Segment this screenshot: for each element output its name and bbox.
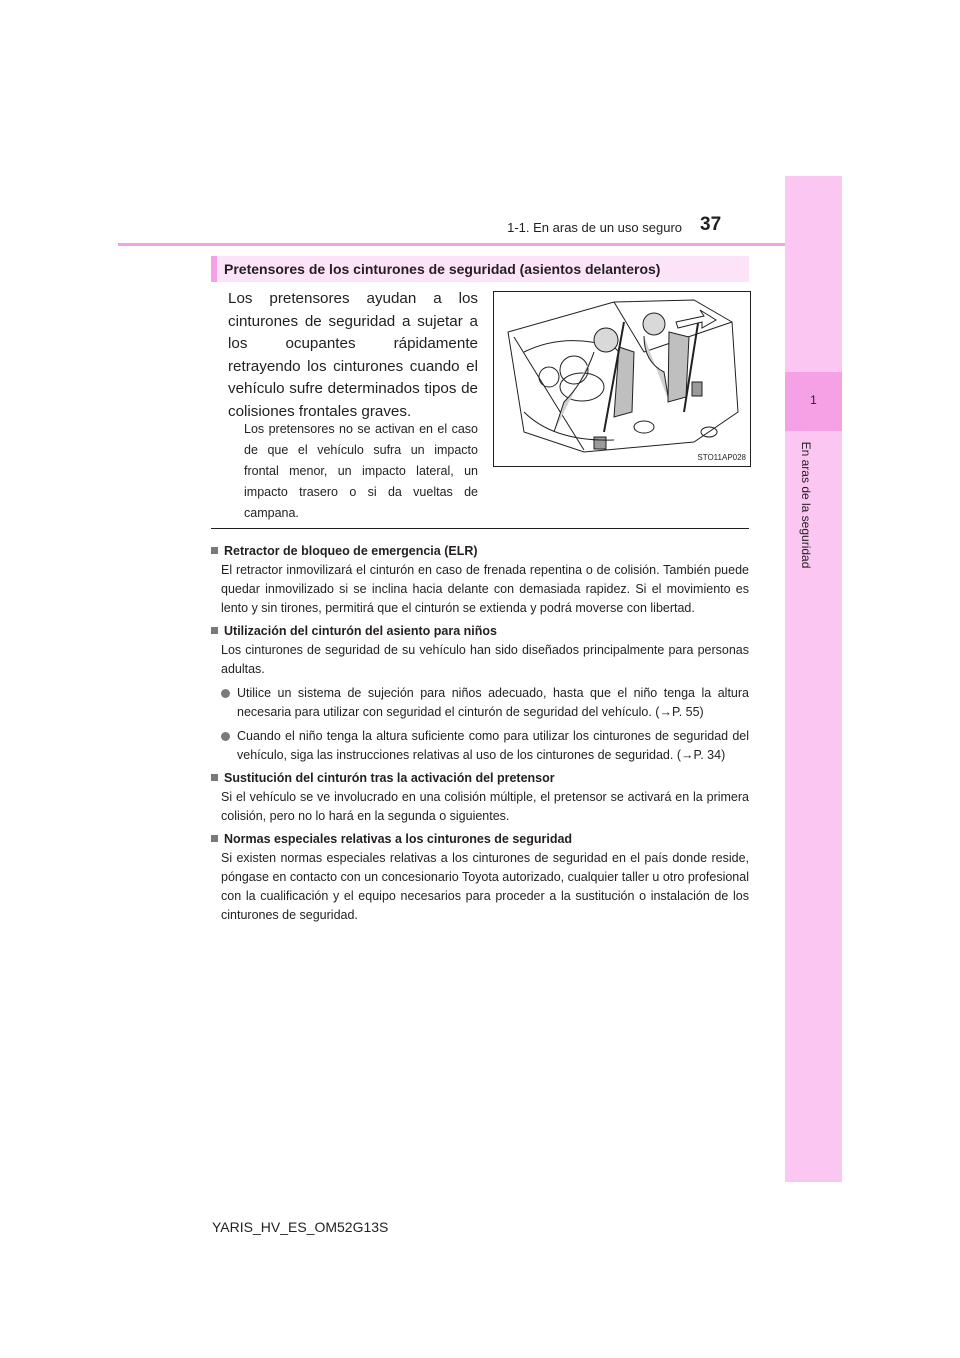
- note-title: Normas especiales relativas a los cinturones de seguridad: [224, 832, 573, 846]
- note-text: Si el vehículo se ve involucrado en una colisión múltiple, el pretensor se activará en la primera colisión, pero no lo hará en la segunda o siguientes.: [221, 790, 749, 823]
- chapter-number: 1: [810, 393, 817, 407]
- square-bullet-icon: [211, 627, 218, 634]
- square-bullet-icon: [211, 547, 218, 554]
- note-text: Los cinturones de seguridad de su vehículo han sido diseñados principalmente para personas adultas.: [221, 643, 749, 676]
- note-item: [211, 542, 749, 618]
- document-code-footer: YARIS_HV_ES_OM52G13S: [212, 1219, 389, 1235]
- note-title: Retractor de bloqueo de emergencia (ELR): [224, 544, 478, 558]
- note-text: Si existen normas especiales relativas a los cinturones de seguridad en el país donde reside, póngase en contacto con un concesionario Toyota autorizado, cualquier taller u otro profesional con la cualificación y el equipo necesarios para proceder a la sustitución o instalación de los cinturones de seguridad.: [221, 851, 749, 922]
- running-header: 1-1. En aras de un uso seguro: [507, 220, 682, 235]
- car-seatbelt-pretensioner-illustration: [494, 292, 750, 466]
- pretensioner-figure: [493, 291, 751, 467]
- header-rule: [118, 243, 785, 246]
- bullet-item: Utilice un sistema de sujeción para niños adecuado, hasta que el niño tenga la altura necesaria para utilizar con seguridad el cinturón de seguridad del vehículo. (→P. 55): [211, 684, 749, 722]
- note-text: El retractor inmovilizará el cinturón en caso de frenada repentina o de colisión. También puede quedar inmovilizado si se inclina hacia delante con demasiada rapidez. Si el movimiento es lento y sin tirones, permitirá que el cinturón se extienda y podrá moverse con libertad.: [221, 563, 749, 615]
- bullet-item: Cuando el niño tenga la altura suficiente como para utilizar los cinturones de seguridad del vehículo, siga las instrucciones relativas al uso de los cinturones de seguridad. (→P. 34): [211, 727, 749, 765]
- square-bullet-icon: [211, 774, 218, 781]
- side-chapter-band: [785, 176, 842, 1182]
- note-item: [211, 830, 749, 925]
- note-title: Sustitución del cinturón tras la activación del pretensor: [224, 771, 555, 785]
- page-number: 37: [700, 214, 722, 235]
- note-title: Utilización del cinturón del asiento para niños: [224, 624, 497, 638]
- notes-body: [211, 538, 749, 929]
- chapter-title: En aras de la seguridad: [799, 441, 813, 569]
- note-item: [211, 622, 749, 765]
- square-bullet-icon: [211, 835, 218, 842]
- intro-paragraph: Los pretensores ayudan a los cinturones de seguridad a sujetar a los ocupantes rápidamente retrayendo los cinturones cuando el vehículo sufre determinados tipos de colisiones frontales graves.: [228, 290, 478, 420]
- circle-bullet-icon: [221, 689, 230, 698]
- figure-code: STO11AP028: [697, 453, 746, 462]
- intro-note: Los pretensores no se activan en el caso de que el vehículo sufra un impacto frontal menor, un impacto lateral, un impacto trasero o si da vueltas de campana.: [244, 422, 478, 520]
- circle-bullet-icon: [221, 732, 230, 741]
- note-item: [211, 769, 749, 826]
- section-divider: [211, 528, 749, 529]
- section-title: Pretensores de los cinturones de seguridad (asientos delanteros): [224, 261, 661, 277]
